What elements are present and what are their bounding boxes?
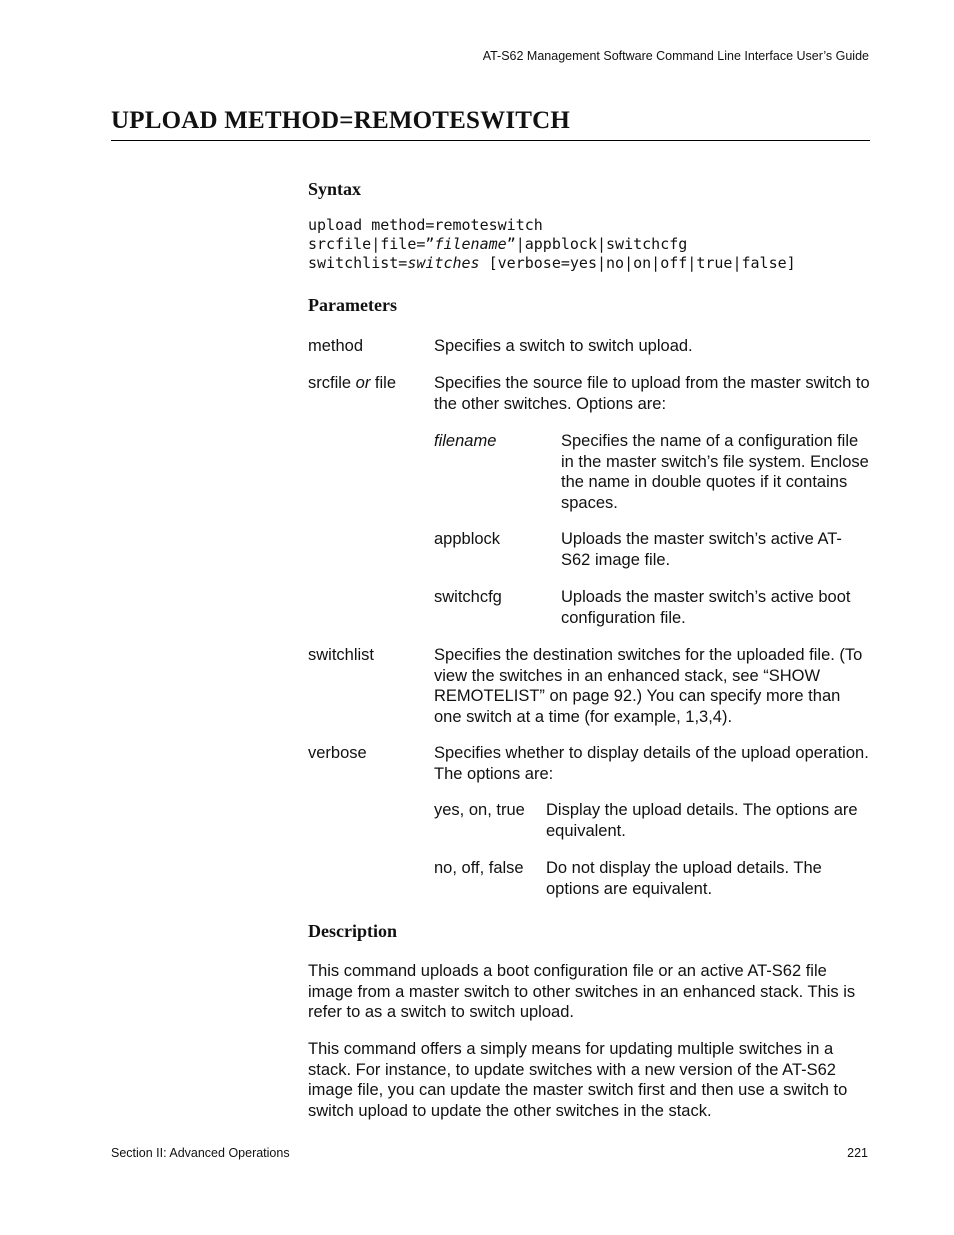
syntax-block <box>308 216 796 273</box>
syntax-line-3-b: [verbose=yes|no|on|off|true|false] <box>479 254 796 272</box>
param-method-desc: Specifies a switch to switch upload. <box>434 337 693 355</box>
option-filename-desc: Specifies the name of a configuration file in the master switch’s file system. Enclose the name in double quotes if it contains spaces. <box>561 432 869 512</box>
description-paragraph-2: This command offers a simply means for updating multiple switches in a stack. For instance, to update switches with a new version of the AT-S62 image file, you can update the master switch first and then use a switch to switch upload to update the other switches in the stack. <box>308 1040 848 1120</box>
param-verbose-desc: Specifies whether to display details of the upload operation. The options are: <box>434 744 869 783</box>
option-filename-name: filename <box>434 432 497 450</box>
running-header: AT-S62 Management Software Command Line Interface User’s Guide <box>482 49 869 63</box>
option-no-name: no, off, false <box>434 859 524 877</box>
option-switchcfg-name: switchcfg <box>434 588 502 606</box>
option-no-desc: Do not display the upload details. The options are equivalent. <box>546 859 822 898</box>
syntax-line-2-b: ”|appblock|switchcfg <box>506 235 688 253</box>
param-srcfile-desc: Specifies the source file to upload from the master switch to the other switches. Options are: <box>434 374 870 413</box>
option-appblock-desc: Uploads the master switch’s active AT-S62 image file. <box>561 530 842 569</box>
running-footer: Section II: Advanced Operations <box>111 1146 290 1160</box>
option-appblock-name: appblock <box>434 530 501 548</box>
option-yes-name: yes, on, true <box>434 801 525 819</box>
page-number: 221 <box>847 1146 868 1160</box>
param-switchlist-name: switchlist <box>308 646 375 664</box>
param-method-name: method <box>308 337 364 355</box>
parameters-heading: Parameters <box>308 295 397 315</box>
syntax-filename-placeholder: filename <box>434 235 507 253</box>
param-switchlist-desc: Specifies the destination switches for the uploaded file. (To view the switches in an enhanced stack, see “SHOW REMOTELIST” on page 92.) You can specify more than one switch at a time (for example, 1,3,4). <box>434 646 863 726</box>
param-srcfile-name: srcfile or file <box>308 374 397 392</box>
description-paragraph-1: This command uploads a boot configuration file or an active AT-S62 file image from a master switch to other switches in an enhanced stack. This is refer to as a switch to switch upload. <box>308 962 856 1021</box>
syntax-switches-placeholder: switches <box>407 254 480 272</box>
syntax-line-3-a: switchlist= <box>308 254 408 272</box>
option-switchcfg-desc: Uploads the master switch’s active boot configuration file. <box>561 588 851 627</box>
syntax-heading: Syntax <box>308 179 362 199</box>
title-rule <box>111 140 870 141</box>
syntax-line-2-a: srcfile|file=” <box>308 235 435 253</box>
page-title: UPLOAD METHOD=REMOTESWITCH <box>111 107 571 134</box>
param-verbose-name: verbose <box>308 744 367 762</box>
option-yes-desc: Display the upload details. The options are equivalent. <box>546 801 858 840</box>
description-heading: Description <box>308 921 397 941</box>
syntax-line-1: upload method=remoteswitch <box>308 216 543 234</box>
